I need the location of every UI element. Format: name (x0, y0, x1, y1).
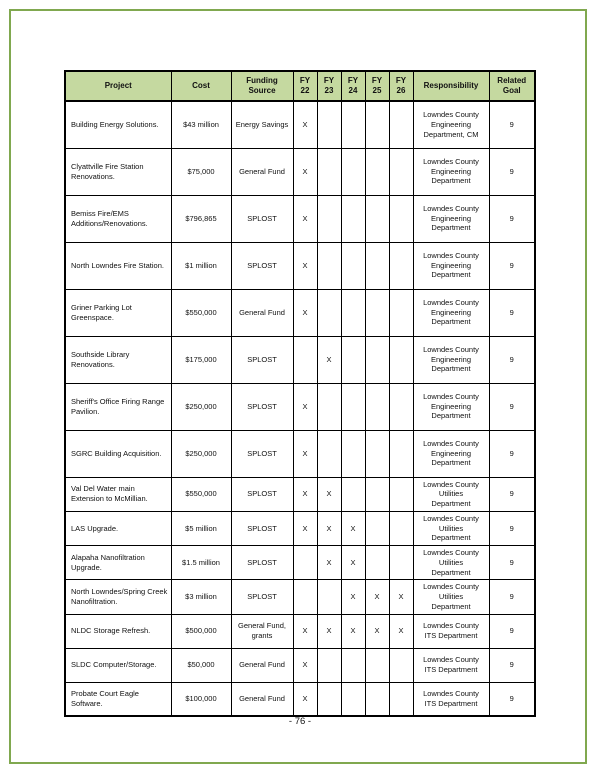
funding-source-cell: General Fund, grants (231, 614, 293, 648)
fy26-cell: X (389, 614, 413, 648)
fy22-cell: X (293, 242, 317, 289)
responsibility-cell: Lowndes County ITS Department (413, 614, 489, 648)
fy26-cell (389, 101, 413, 148)
header-fy22: FY 22 (293, 71, 317, 101)
project-cell: Southside Library Renovations. (65, 336, 171, 383)
related-goal-cell: 9 (489, 242, 535, 289)
fy25-cell (365, 336, 389, 383)
funding-source-cell: SPLOST (231, 242, 293, 289)
fy22-cell: X (293, 195, 317, 242)
fy25-cell (365, 430, 389, 477)
fy25-cell (365, 101, 389, 148)
funding-source-cell: SPLOST (231, 195, 293, 242)
fy23-cell (317, 148, 341, 195)
table-row (65, 580, 535, 614)
related-goal-cell: 9 (489, 336, 535, 383)
fy22-cell (293, 336, 317, 383)
fy25-cell (365, 511, 389, 545)
fy23-cell (317, 383, 341, 430)
fy23-cell (317, 430, 341, 477)
fy24-cell (341, 289, 365, 336)
fy23-cell: X (317, 477, 341, 511)
project-cell: Probate Court Eagle Software. (65, 682, 171, 716)
table-row (65, 101, 535, 148)
responsibility-cell: Lowndes County Engineering Department (413, 383, 489, 430)
cost-cell: $175,000 (171, 336, 231, 383)
funding-source-cell: SPLOST (231, 336, 293, 383)
header-fy23: FY 23 (317, 71, 341, 101)
fy26-cell (389, 430, 413, 477)
cost-cell: $43 million (171, 101, 231, 148)
fy25-cell (365, 682, 389, 716)
funding-source-cell: General Fund (231, 682, 293, 716)
project-cell: Alapaha Nanofiltration Upgrade. (65, 546, 171, 580)
fy22-cell: X (293, 477, 317, 511)
related-goal-cell: 9 (489, 289, 535, 336)
fy25-cell (365, 289, 389, 336)
project-cell: North Lowndes Fire Station. (65, 242, 171, 289)
fy25-cell (365, 546, 389, 580)
cost-cell: $1.5 million (171, 546, 231, 580)
funding-source-cell: Energy Savings (231, 101, 293, 148)
cost-cell: $3 million (171, 580, 231, 614)
fy26-cell (389, 383, 413, 430)
cost-cell: $100,000 (171, 682, 231, 716)
fy25-cell (365, 195, 389, 242)
funding-source-cell: SPLOST (231, 580, 293, 614)
table-row (65, 477, 535, 511)
fy24-cell: X (341, 580, 365, 614)
responsibility-cell: Lowndes County Engineering Department, CM (413, 101, 489, 148)
related-goal-cell: 9 (489, 682, 535, 716)
fy22-cell: X (293, 614, 317, 648)
fy26-cell: X (389, 580, 413, 614)
header-fy24: FY 24 (341, 71, 365, 101)
header-cost: Cost (171, 71, 231, 101)
fy26-cell (389, 648, 413, 682)
fy26-cell (389, 477, 413, 511)
table-row (65, 383, 535, 430)
fy24-cell (341, 682, 365, 716)
project-cell: Val Del Water main Extension to McMillian. (65, 477, 171, 511)
related-goal-cell: 9 (489, 511, 535, 545)
table-header-row (65, 71, 535, 101)
fy26-cell (389, 195, 413, 242)
fy22-cell: X (293, 682, 317, 716)
fy22-cell: X (293, 430, 317, 477)
fy25-cell: X (365, 614, 389, 648)
fy24-cell (341, 477, 365, 511)
project-cell: Building Energy Solutions. (65, 101, 171, 148)
related-goal-cell: 9 (489, 148, 535, 195)
funding-source-cell: General Fund (231, 648, 293, 682)
project-cell: LAS Upgrade. (65, 511, 171, 545)
fy26-cell (389, 148, 413, 195)
fy22-cell: X (293, 101, 317, 148)
related-goal-cell: 9 (489, 614, 535, 648)
table-row (65, 242, 535, 289)
project-cell: SLDC Computer/Storage. (65, 648, 171, 682)
table-body (65, 101, 535, 716)
project-cell: North Lowndes/Spring Creek Nanofiltration. (65, 580, 171, 614)
fy22-cell (293, 546, 317, 580)
project-cell: Sheriff's Office Firing Range Pavilion. (65, 383, 171, 430)
fy24-cell (341, 148, 365, 195)
fy26-cell (389, 682, 413, 716)
fy23-cell (317, 289, 341, 336)
related-goal-cell: 9 (489, 648, 535, 682)
cost-cell: $550,000 (171, 289, 231, 336)
responsibility-cell: Lowndes County Utilities Department (413, 546, 489, 580)
fy24-cell (341, 242, 365, 289)
project-cell: NLDC Storage Refresh. (65, 614, 171, 648)
funding-source-cell: SPLOST (231, 511, 293, 545)
capital-projects-table (64, 70, 536, 717)
related-goal-cell: 9 (489, 383, 535, 430)
table-row (65, 148, 535, 195)
responsibility-cell: Lowndes County ITS Department (413, 648, 489, 682)
funding-source-cell: SPLOST (231, 546, 293, 580)
funding-source-cell: SPLOST (231, 430, 293, 477)
fy22-cell: X (293, 383, 317, 430)
table-row (65, 614, 535, 648)
fy22-cell: X (293, 648, 317, 682)
fy22-cell: X (293, 289, 317, 336)
fy26-cell (389, 546, 413, 580)
table-row (65, 546, 535, 580)
fy25-cell (365, 148, 389, 195)
table-row (65, 195, 535, 242)
fy24-cell (341, 336, 365, 383)
project-cell: Griner Parking Lot Greenspace. (65, 289, 171, 336)
funding-source-cell: SPLOST (231, 477, 293, 511)
cost-cell: $75,000 (171, 148, 231, 195)
cost-cell: $250,000 (171, 430, 231, 477)
cost-cell: $500,000 (171, 614, 231, 648)
responsibility-cell: Lowndes County Utilities Department (413, 477, 489, 511)
responsibility-cell: Lowndes County Utilities Department (413, 511, 489, 545)
fy23-cell: X (317, 336, 341, 383)
fy25-cell (365, 477, 389, 511)
header-project: Project (65, 71, 171, 101)
cost-cell: $1 million (171, 242, 231, 289)
fy22-cell: X (293, 148, 317, 195)
header-funding-source: Funding Source (231, 71, 293, 101)
fy23-cell (317, 648, 341, 682)
table-row (65, 511, 535, 545)
related-goal-cell: 9 (489, 101, 535, 148)
fy26-cell (389, 242, 413, 289)
fy26-cell (389, 511, 413, 545)
fy24-cell (341, 648, 365, 682)
table-row (65, 336, 535, 383)
responsibility-cell: Lowndes County Engineering Department (413, 430, 489, 477)
project-cell: Clyattville Fire Station Renovations. (65, 148, 171, 195)
cost-cell: $250,000 (171, 383, 231, 430)
header-responsibility: Responsibility (413, 71, 489, 101)
table-row (65, 648, 535, 682)
fy22-cell: X (293, 511, 317, 545)
cost-cell: $50,000 (171, 648, 231, 682)
related-goal-cell: 9 (489, 430, 535, 477)
table-row (65, 430, 535, 477)
fy25-cell (365, 648, 389, 682)
header-fy26: FY 26 (389, 71, 413, 101)
fy25-cell (365, 383, 389, 430)
funding-source-cell: SPLOST (231, 383, 293, 430)
fy24-cell (341, 430, 365, 477)
header-related-goal: Related Goal (489, 71, 535, 101)
fy23-cell (317, 682, 341, 716)
project-cell: Bemiss Fire/EMS Additions/Renovations. (65, 195, 171, 242)
fy24-cell (341, 101, 365, 148)
fy23-cell (317, 242, 341, 289)
table-row (65, 289, 535, 336)
fy23-cell: X (317, 546, 341, 580)
related-goal-cell: 9 (489, 477, 535, 511)
fy24-cell: X (341, 511, 365, 545)
table-row (65, 682, 535, 716)
fy24-cell (341, 383, 365, 430)
fy23-cell (317, 195, 341, 242)
fy25-cell (365, 242, 389, 289)
funding-source-cell: General Fund (231, 289, 293, 336)
fy25-cell: X (365, 580, 389, 614)
funding-source-cell: General Fund (231, 148, 293, 195)
fy24-cell: X (341, 546, 365, 580)
header-fy25: FY 25 (365, 71, 389, 101)
fy23-cell: X (317, 614, 341, 648)
cost-cell: $5 million (171, 511, 231, 545)
responsibility-cell: Lowndes County Engineering Department (413, 242, 489, 289)
fy22-cell (293, 580, 317, 614)
fy23-cell (317, 580, 341, 614)
fy23-cell (317, 101, 341, 148)
responsibility-cell: Lowndes County Engineering Department (413, 195, 489, 242)
cost-cell: $796,865 (171, 195, 231, 242)
related-goal-cell: 9 (489, 546, 535, 580)
responsibility-cell: Lowndes County Engineering Department (413, 336, 489, 383)
fy24-cell: X (341, 614, 365, 648)
responsibility-cell: Lowndes County Engineering Department (413, 289, 489, 336)
page-number: - 76 - (288, 716, 312, 727)
responsibility-cell: Lowndes County ITS Department (413, 682, 489, 716)
fy23-cell: X (317, 511, 341, 545)
related-goal-cell: 9 (489, 195, 535, 242)
fy26-cell (389, 336, 413, 383)
related-goal-cell: 9 (489, 580, 535, 614)
cost-cell: $550,000 (171, 477, 231, 511)
project-cell: SGRC Building Acquisition. (65, 430, 171, 477)
responsibility-cell: Lowndes County Utilities Department (413, 580, 489, 614)
fy26-cell (389, 289, 413, 336)
fy24-cell (341, 195, 365, 242)
responsibility-cell: Lowndes County Engineering Department (413, 148, 489, 195)
